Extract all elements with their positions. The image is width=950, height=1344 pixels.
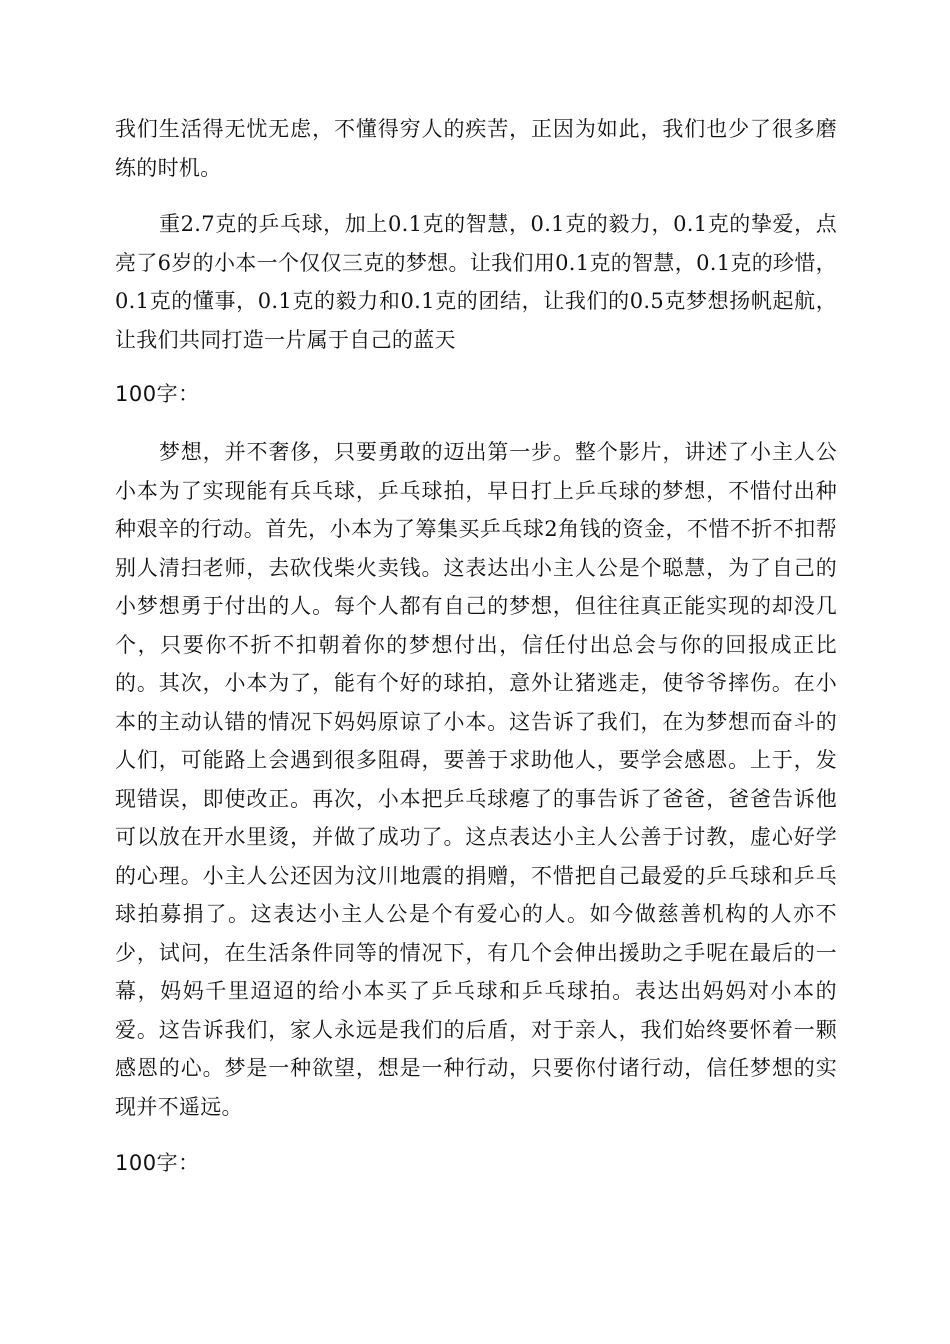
body-paragraph: 我们生活得无忧无虑，不懂得穷人的疾苦，正因为如此，我们也少了很多磨练的时机。 [115,117,837,180]
body-paragraph: 重2.7克的乒乓球，加上0.1克的智慧，0.1克的毅力，0.1克的挚爱，点亮了6岁的小本一个仅仅三克的梦想。让我们用0.1克的智慧，0.1克的珍惜，0.1克的懂事，0.1克的毅力和0.1克的团结，让我们的0.5克梦想扬帆起航，让我们共同打造一片属于自己的蓝天 [115,212,837,352]
body-paragraph: 梦想，并不奢侈，只要勇敢的迈出第一步。整个影片，讲述了小主人公小本为了实现能有兵乓球，乒乓球拍，早日打上乒乓球的梦想，不惜付出种种艰辛的行动。首先，小本为了筹集买乒乓球2角钱的资金，不惜不折不扣帮别人清扫老师，去砍伐柴火卖钱。这表达出小主人公是个聪慧，为了自己的小梦想勇于付出的人。每个人都有自己的梦想，但往往真正能实现的却没几个，只要你不折不扣朝着你的梦想付出，信任付出总会与你的回报成正比的。其次，小本为了，能有个好的球拍，意外让猪逃走，使爷爷摔伤。在小本的主动认错的情况下妈妈原谅了小本。这告诉了我们，在为梦想而奋斗的人们，可能路上会遇到很多阻碍，要善于求助他人，要学会感恩。上于，发现错误，即使改正。再次，小本把乒乓球瘪了的事告诉了爸爸，爸爸告诉他可以放在开水里烫，并做了成功了。这点表达小主人公善于讨教，虚心好学的心理。小主人公还因为汶川地震的捐赠，不惜把自己最爱的乒乓球和乒乓球拍募捐了。这表达小主人公是个有爱心的人。如今做慈善机构的人亦不少，试问，在生活条件同等的情况下，有几个会伸出援助之手呢在最后的一幕，妈妈千里迢迢的给小本买了乒乓球和乒乓球拍。表达出妈妈对小本的爱。这告诉我们，家人永远是我们的后盾，对于亲人，我们始终要怀着一颗感恩的心。梦是一种欲望，想是一种行动，只要你付诸行动，信任梦想的实现并不遥远。 [115,440,837,1119]
document-page [115,110,837,1182]
section-heading: 100字： [115,382,200,406]
section-heading: 100字： [115,1151,200,1175]
